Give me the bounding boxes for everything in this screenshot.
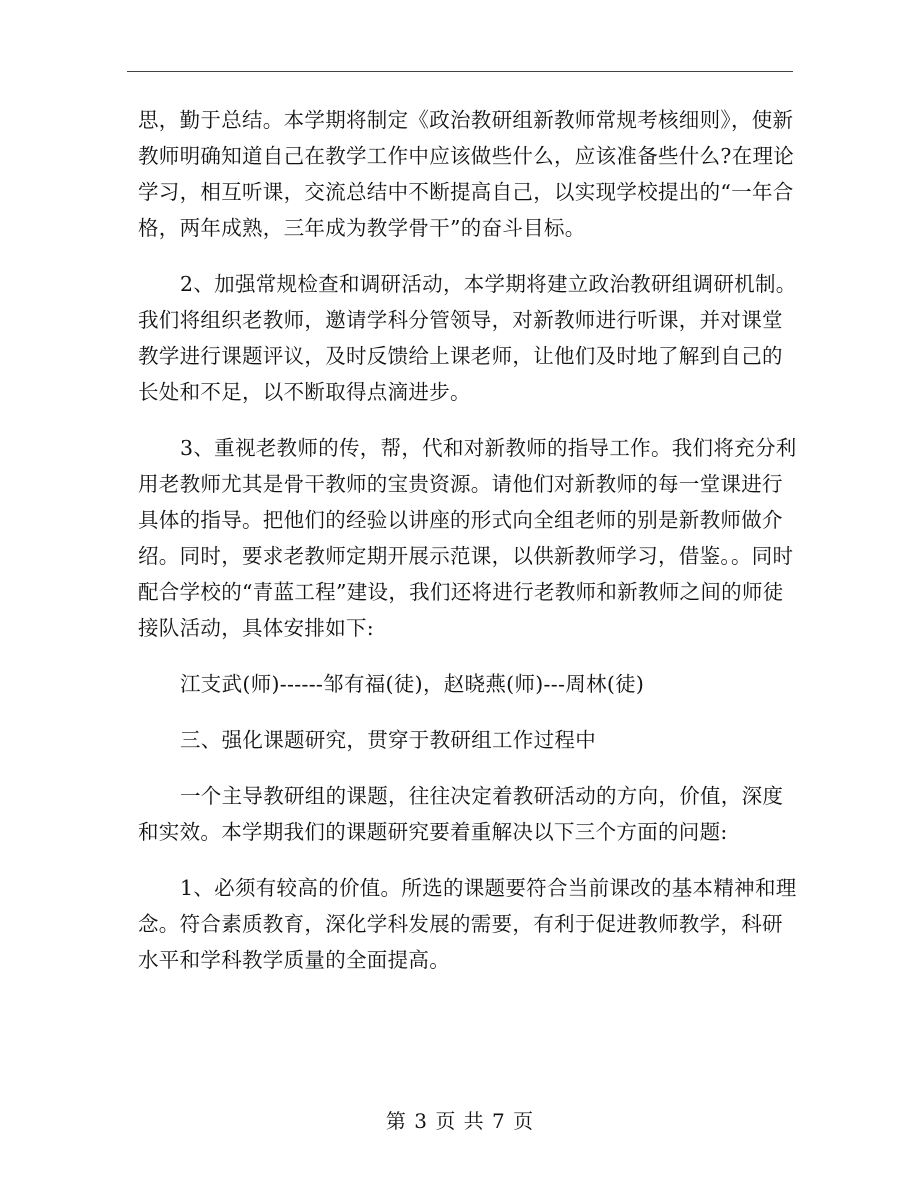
paragraph-3: 3、重视老教师的传，帮，代和对新教师的指导工作。我们将充分利用老教师尤其是骨干教师的宝贵资源。请他们对新教师的每一堂课进行具体的指导。把他们的经验以讲座的形式向全组老师的别是新教师做介绍。同时，要求老教师定期开展示范课，以供新教师学习，借鉴。。同时配合学校的“青蓝工程”建设，我们还将进行老教师和新教师之间的师徒接队活动，具体安排如下:	[138, 436, 797, 640]
page-number-footer: 第 3 页 共 7 页	[385, 1109, 535, 1133]
document-body	[138, 102, 798, 978]
paragraph-5: 一个主导教研组的课题，往往决定着教研活动的方向，价值，深度和实效。本学期我们的课题研究要着重解决以下三个方面的问题:	[138, 784, 784, 844]
paragraph-2: 2、加强常规检查和调研活动，本学期将建立政治教研组调研机制。我们将组织老教师，邀请学科分管领导，对新教师进行听课，并对课堂教学进行课题评议，及时反馈给上课老师，让他们及时地了解到自己的长处和不足，以不断取得点滴进步。	[138, 272, 797, 404]
paragraph-4: 江支武(师)------邹有福(徒)，赵晓燕(师)---周林(徒)	[180, 672, 645, 696]
paragraph-6: 1、必须有较高的价值。所选的课题要符合当前课改的基本精神和理念。符合素质教育，深化学科发展的需要，有利于促进教师教学，科研水平和学科教学质量的全面提高。	[138, 876, 797, 972]
paragraph-1: 思，勤于总结。本学期将制定《政治教研组新教师常规考核细则》，使新教师明确知道自己在教学工作中应该做些什么，应该准备些什么?在理论学习，相互听课，交流总结中不断提高自己，以实现学校提出的“一年合格，两年成熟，三年成为教学骨干”的奋斗目标。	[138, 108, 795, 240]
header-rule	[127, 71, 793, 72]
section-heading: 三、强化课题研究，贯穿于教研组工作过程中	[180, 728, 596, 752]
